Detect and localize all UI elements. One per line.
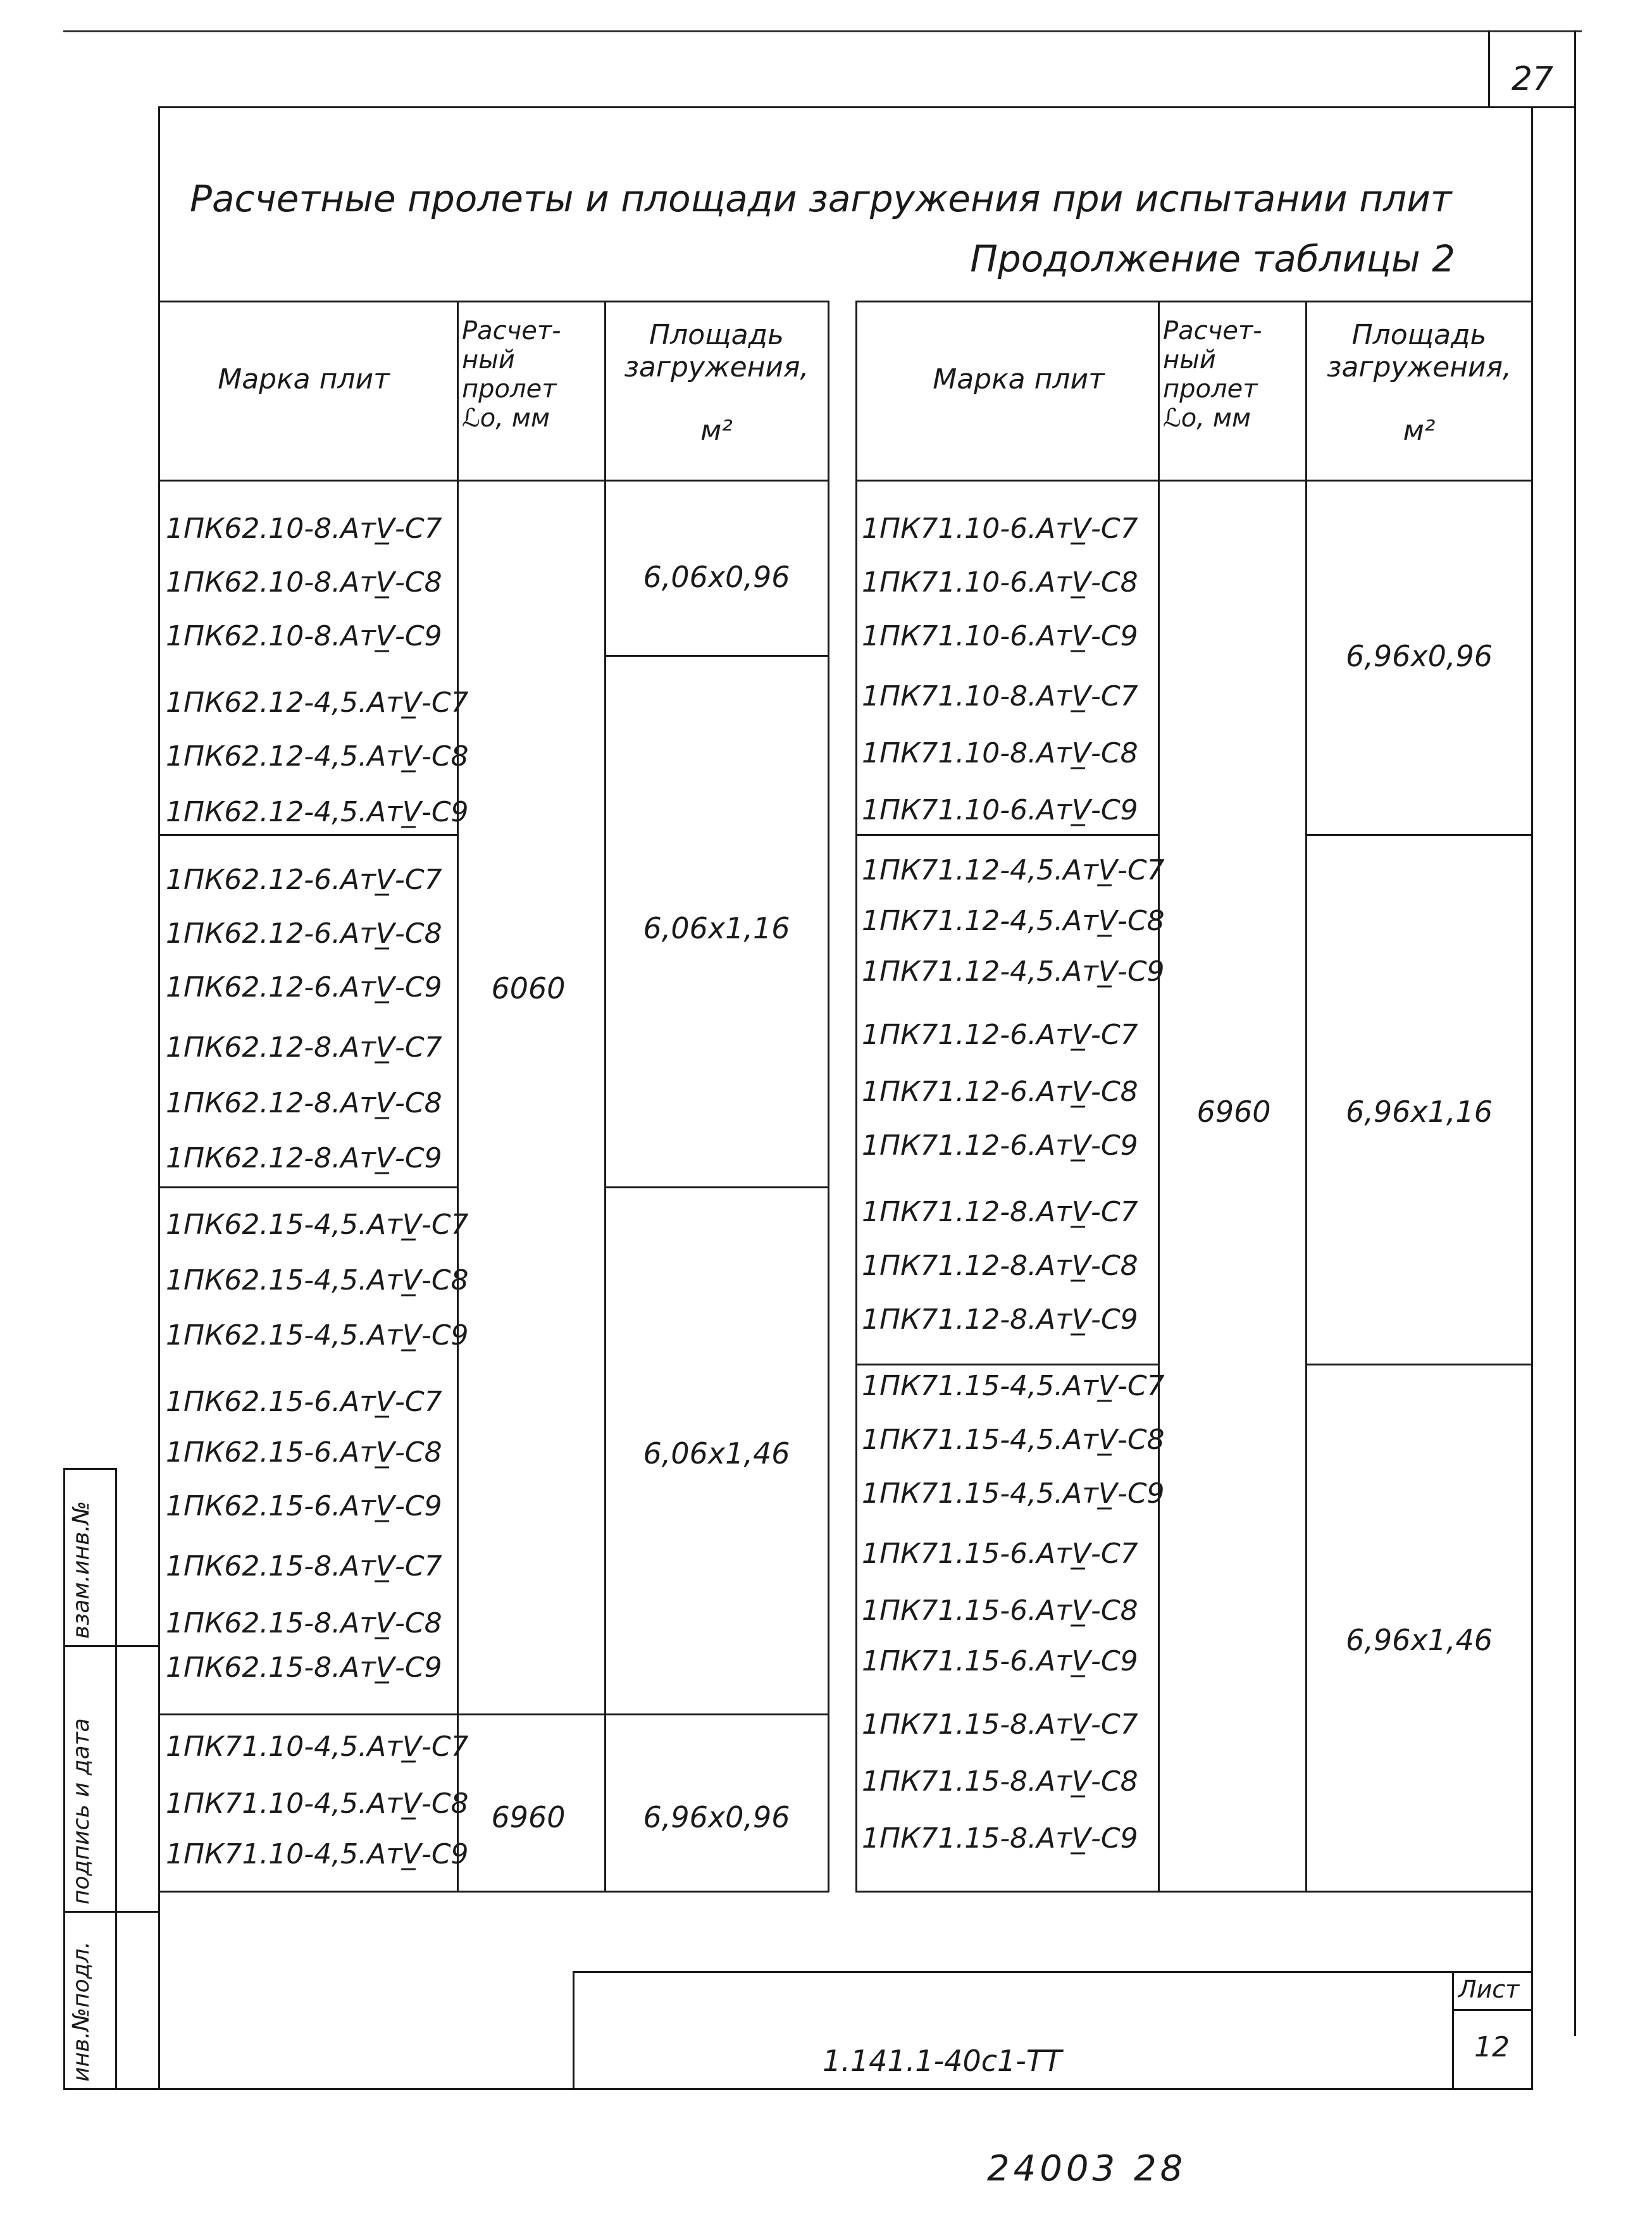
left-mark-row: 1ПК62.15-6.АтV̲-С9 xyxy=(166,1490,442,1522)
left-header-area: Площадь загружения, м² xyxy=(624,319,809,447)
left-mark-row: 1ПК62.12-4,5.АтV̲-С7 xyxy=(166,687,469,719)
left-area-b: 6,06х1,16 xyxy=(643,911,790,945)
left-span-6960: 6960 xyxy=(491,1800,566,1834)
left-area-c: 6,06х1,46 xyxy=(643,1436,790,1471)
right-border xyxy=(1574,30,1576,2036)
left-mark-row: 1ПК71.10-4,5.АтV̲-С7 xyxy=(166,1731,469,1763)
left-mark-row: 1ПК71.10-4,5.АтV̲-С9 xyxy=(166,1838,469,1870)
right-header-span: Расчет- ный пролет ℒo, мм xyxy=(1163,316,1262,433)
right-mark-row: 1ПК71.15-8.АтV̲-С9 xyxy=(862,1822,1138,1855)
stamp-sheet-value: 12 xyxy=(1474,2031,1510,2063)
left-sep-1 xyxy=(604,655,828,657)
sheet-number: 27 xyxy=(1511,60,1554,98)
stamp-sheet-label: Лист xyxy=(1458,1975,1520,2003)
stamp-top-line xyxy=(573,1971,1532,1973)
stamp-sheet-box-line xyxy=(1452,1971,1454,2090)
right-header-area: Площадь загружения, м² xyxy=(1327,319,1512,447)
right-mark-row: 1ПК71.12-4,5.АтV̲-С8 xyxy=(862,905,1165,937)
right-col-line-1 xyxy=(1158,301,1160,1892)
right-header-mark: Марка плит xyxy=(933,363,1105,395)
right-mark-row: 1ПК71.15-6.АтV̲-С7 xyxy=(862,1538,1138,1570)
left-mark-row: 1ПК71.10-4,5.АтV̲-С8 xyxy=(166,1788,469,1820)
right-mark-row: 1ПК71.12-8.АтV̲-С9 xyxy=(862,1303,1138,1336)
left-mark-row: 1ПК62.15-6.АтV̲-С7 xyxy=(166,1386,442,1418)
document-subtitle: Продолжение таблицы 2 xyxy=(970,237,1455,280)
margin-strip-left xyxy=(63,1468,65,2089)
right-mark-row: 1ПК71.12-6.АтV̲-С7 xyxy=(862,1019,1138,1051)
right-mark-row: 1ПК71.10-8.АтV̲-С7 xyxy=(862,680,1138,712)
right-sep-1 xyxy=(855,834,1158,836)
right-mark-row: 1ПК71.10-6.АтV̲-С7 xyxy=(862,513,1138,545)
right-sep-2 xyxy=(1305,834,1532,836)
margin-strip-mid xyxy=(115,1468,117,2089)
right-col-line-2 xyxy=(1305,301,1307,1892)
left-col-line-3 xyxy=(828,301,829,1892)
side-label-vzam-inv: взам.инв.№ xyxy=(68,1500,94,1639)
margin-strip-sep-1 xyxy=(63,1645,159,1647)
stamp-document-code: 1.141.1-40с1-ТТ xyxy=(823,2044,1062,2078)
left-mark-row: 1ПК62.15-8.АтV̲-С8 xyxy=(166,1607,442,1639)
left-mark-row: 1ПК62.12-8.АтV̲-С9 xyxy=(166,1142,442,1174)
margin-strip-sep-2 xyxy=(63,1911,159,1913)
stamp-sheet-box-sep xyxy=(1452,2009,1532,2011)
left-sep-5 xyxy=(158,1713,829,1715)
right-mark-row: 1ПК71.15-8.АтV̲-С7 xyxy=(862,1708,1138,1741)
left-mark-row: 1ПК62.12-8.АтV̲-С7 xyxy=(166,1031,442,1064)
left-mark-row: 1ПК62.12-6.АтV̲-С8 xyxy=(166,917,442,950)
right-mark-row: 1ПК71.15-4,5.АтV̲-С9 xyxy=(862,1477,1165,1510)
left-mark-row: 1ПК62.10-8.АтV̲-С7 xyxy=(166,513,442,545)
left-header-span: Расчет- ный пролет ℒo, мм xyxy=(462,316,561,433)
left-sep-2 xyxy=(158,834,457,836)
left-mark-row: 1ПК62.12-4,5.АтV̲-С8 xyxy=(166,740,469,773)
document-title: Расчетные пролеты и площади загружения при испытании плит xyxy=(190,177,1452,220)
bottom-inventory-number: 24003 28 xyxy=(987,2148,1187,2189)
left-mark-row: 1ПК62.12-8.АтV̲-С8 xyxy=(166,1087,442,1119)
left-mark-row: 1ПК62.15-4,5.АтV̲-С8 xyxy=(166,1264,469,1296)
left-mark-row: 1ПК62.10-8.АтV̲-С8 xyxy=(166,566,442,599)
inner-top-border xyxy=(158,106,1575,108)
right-mark-row: 1ПК71.10-6.АтV̲-С8 xyxy=(862,566,1138,599)
right-mark-row: 1ПК71.15-4,5.АтV̲-С8 xyxy=(862,1424,1165,1456)
bottom-border xyxy=(63,2088,1532,2090)
right-sep-3 xyxy=(855,1364,1158,1365)
left-mark-row: 1ПК62.15-6.АтV̲-С8 xyxy=(166,1436,442,1469)
left-mark-row: 1ПК62.12-4,5.АтV̲-С9 xyxy=(166,796,469,828)
side-label-inv-podl: инв.№подл. xyxy=(68,1941,94,2082)
left-mark-row: 1ПК62.15-4,5.АтV̲-С7 xyxy=(166,1209,469,1241)
table-top-line xyxy=(158,301,829,302)
header-bottom-line-right xyxy=(855,480,1532,482)
right-col-line-0 xyxy=(855,301,857,1892)
right-mark-row: 1ПК71.15-6.АтV̲-С9 xyxy=(862,1645,1138,1677)
table-bottom-line-right xyxy=(855,1891,1532,1893)
left-mark-row: 1ПК62.15-4,5.АтV̲-С9 xyxy=(166,1319,469,1352)
right-mark-row: 1ПК71.12-8.АтV̲-С7 xyxy=(862,1196,1138,1228)
right-mark-row: 1ПК71.12-6.АтV̲-С8 xyxy=(862,1076,1138,1108)
right-mark-row: 1ПК71.10-6.АтV̲-С9 xyxy=(862,620,1138,652)
right-span-6960: 6960 xyxy=(1196,1095,1271,1129)
stamp-left-line xyxy=(573,1971,574,2090)
left-mark-row: 1ПК62.12-6.АтV̲-С9 xyxy=(166,971,442,1004)
right-mark-row: 1ПК71.15-8.АтV̲-С8 xyxy=(862,1765,1138,1798)
right-sep-4 xyxy=(1305,1364,1532,1365)
left-col-line-2 xyxy=(604,301,606,1892)
right-mark-row: 1ПК71.15-6.АтV̲-С8 xyxy=(862,1595,1138,1627)
left-mark-row: 1ПК62.15-8.АтV̲-С9 xyxy=(166,1651,442,1684)
right-area-a: 6,96х0,96 xyxy=(1345,639,1493,673)
right-mark-row: 1ПК71.12-4,5.АтV̲-С9 xyxy=(862,955,1165,988)
left-sep-4 xyxy=(604,1186,828,1188)
left-sep-3 xyxy=(158,1186,457,1188)
left-area-d: 6,96х0,96 xyxy=(643,1800,790,1834)
left-span-6060: 6060 xyxy=(491,971,566,1005)
side-label-podpis-data: подпись и дата xyxy=(68,1718,94,1905)
left-area-a: 6,06х0,96 xyxy=(643,560,790,594)
table-top-line-right xyxy=(855,301,1532,302)
right-mark-row: 1ПК71.12-6.АтV̲-С9 xyxy=(862,1129,1138,1162)
inner-left-border xyxy=(158,106,160,2090)
left-mark-row: 1ПК62.10-8.АтV̲-С9 xyxy=(166,620,442,652)
right-mark-row: 1ПК71.10-8.АтV̲-С8 xyxy=(862,737,1138,769)
left-col-line-1 xyxy=(457,301,459,1892)
table-bottom-line-left xyxy=(158,1891,829,1893)
inner-right-border xyxy=(1531,106,1533,2090)
margin-strip-top xyxy=(63,1468,116,1470)
right-mark-row: 1ПК71.15-4,5.АтV̲-С7 xyxy=(862,1370,1165,1402)
right-mark-row: 1ПК71.12-8.АтV̲-С8 xyxy=(862,1250,1138,1282)
header-bottom-line-left xyxy=(158,480,829,482)
left-mark-row: 1ПК62.12-6.АтV̲-С7 xyxy=(166,864,442,896)
left-mark-row: 1ПК62.15-8.АтV̲-С7 xyxy=(166,1550,442,1582)
right-area-c: 6,96х1,46 xyxy=(1345,1623,1493,1657)
right-area-b: 6,96х1,16 xyxy=(1345,1095,1493,1129)
right-mark-row: 1ПК71.10-6.АтV̲-С9 xyxy=(862,794,1138,826)
top-border xyxy=(63,30,1582,32)
right-mark-row: 1ПК71.12-4,5.АтV̲-С7 xyxy=(862,854,1165,886)
left-header-mark: Марка плит xyxy=(218,363,390,395)
